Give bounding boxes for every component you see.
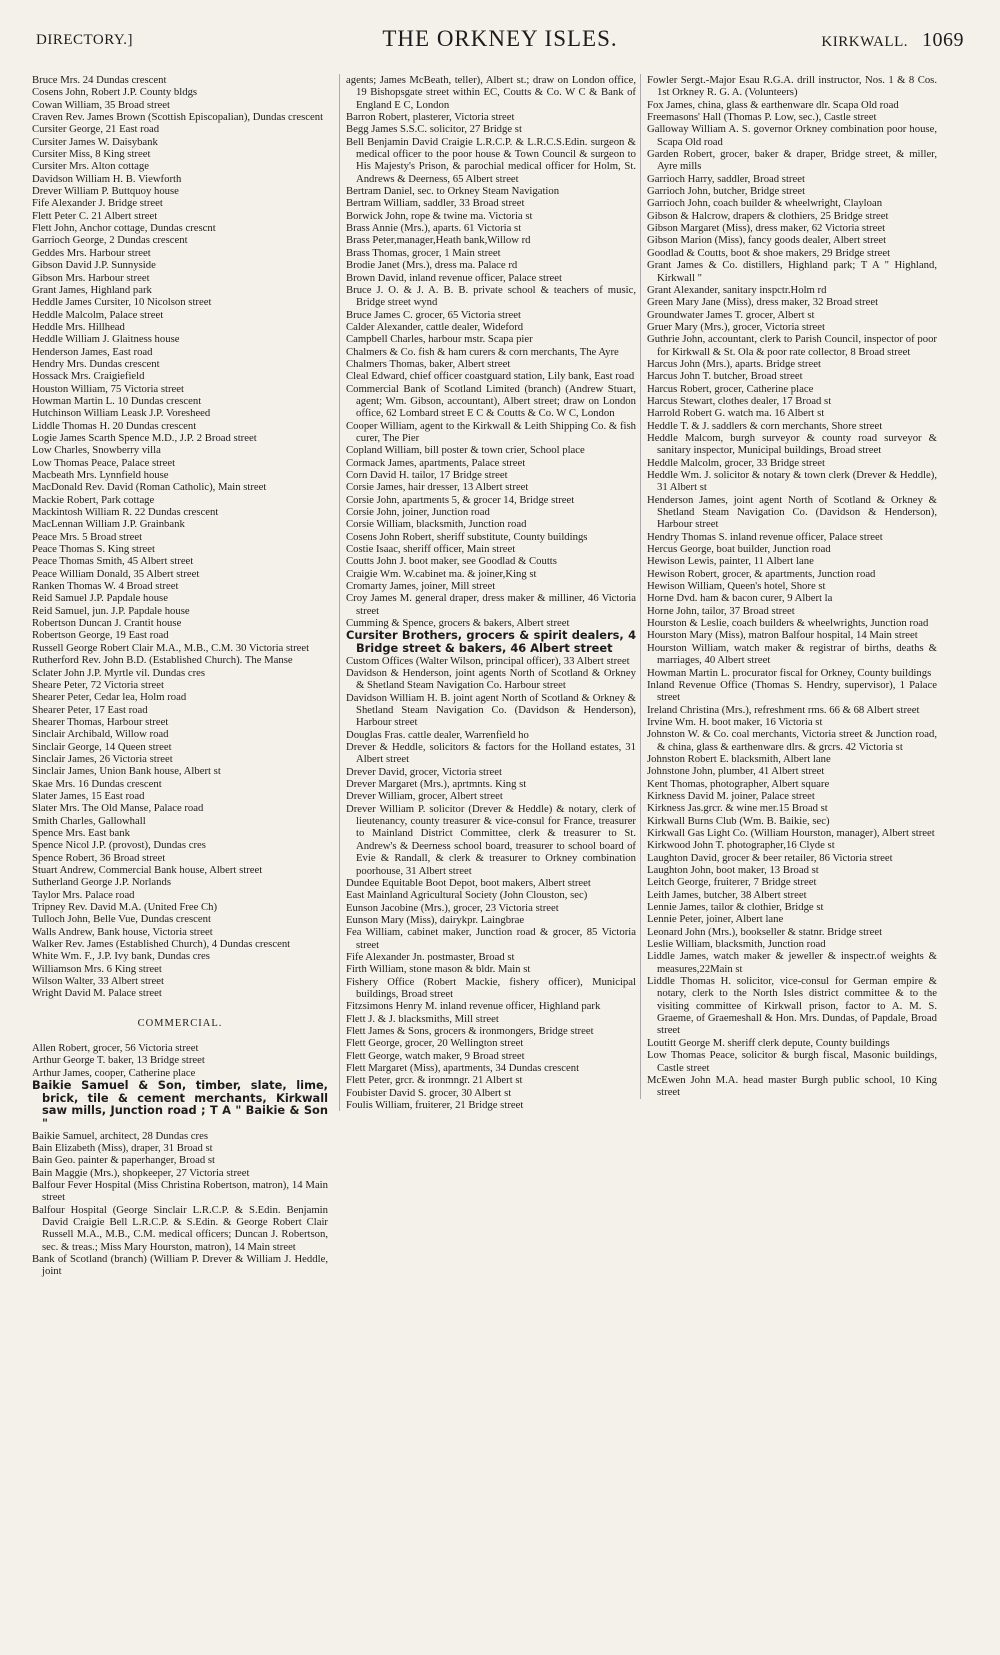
directory-entry: Arthur George T. baker, 13 Bridge street xyxy=(32,1054,205,1067)
directory-entry: Hewison Robert, grocer, & apartments, Junction road xyxy=(647,567,876,580)
directory-entry: Slater Mrs. The Old Manse, Palace road xyxy=(32,802,204,815)
directory-entry: Cooper William, agent to the Kirkwall & Leith Shipping Co. & fish curer, The Pier xyxy=(346,419,636,444)
directory-entry: Peace William Donald, 35 Albert street xyxy=(32,567,200,580)
directory-entry: Tulloch John, Belle Vue, Dundas crescent xyxy=(32,913,211,926)
directory-entry: Spence Nicol J.P. (provost), Dundas cres xyxy=(32,839,206,852)
directory-entry: Leslie William, blacksmith, Junction road xyxy=(647,938,826,951)
directory-entry: Peace Thomas Smith, 45 Albert street xyxy=(32,555,194,568)
directory-entry: Drever William P. solicitor (Drever & Heddle) & notary, clerk of lieutenancy, county treasurer & vice-consul for France, treasurer to Mainland District Committee, clerk & treasurer to St. Andrew's & Deerness school board, treasurer to school board of Evie & Randall, & clerk & treasurer to Orkney combination poorhouse, 31 Albert street xyxy=(346,802,636,877)
directory-entry: Rutherford Rev. John B.D. (Established Church). The Manse xyxy=(32,654,293,667)
directory-entry: Davidson & Henderson, joint agents North of Scotland & Orkney & Shetland Steam Navigation Co. Harbour street xyxy=(346,667,636,692)
directory-entry: Shearer Thomas, Harbour street xyxy=(32,715,169,728)
directory-entry: Croy James M. general draper, dress maker & milliner, 46 Victoria street xyxy=(346,592,636,617)
directory-entry: Bruce Mrs. 24 Dundas crescent xyxy=(32,74,167,86)
directory-entry: Heddle T. & J. saddlers & corn merchants, Shore street xyxy=(647,419,883,432)
directory-entry: Hourston & Leslie, coach builders & wheelwrights, Junction road xyxy=(647,617,929,630)
directory-entry: Howman Martin L. procurator fiscal for Orkney, County buildings xyxy=(647,666,932,679)
directory-entry: Wright David M. Palace street xyxy=(32,987,162,1000)
directory-entry: Smith Charles, Gallowhall xyxy=(32,814,146,827)
directory-entry: Horne Dvd. ham & bacon curer, 9 Albert la xyxy=(647,592,833,605)
directory-entry: Flett George, grocer, 20 Wellington street xyxy=(346,1037,524,1050)
directory-entry: Spence Mrs. East bank xyxy=(32,826,130,839)
directory-entry: Craven Rev. James Brown (Scottish Episcopalian), Dundas crescent xyxy=(32,111,324,124)
directory-entry: Gibson Margaret (Miss), dress maker, 62 Victoria street xyxy=(647,222,886,235)
directory-entry: Sinclair Archibald, Willow road xyxy=(32,728,169,741)
directory-entry: Fea William, cabinet maker, Junction road & grocer, 85 Victoria street xyxy=(346,926,636,951)
directory-entry: Tripney Rev. David M.A. (United Free Ch) xyxy=(32,901,218,914)
directory-entry: Reid Samuel, jun. J.P. Papdale house xyxy=(32,604,190,617)
directory-entry: Leith James, butcher, 38 Albert street xyxy=(647,888,807,901)
directory-entry: Leonard John (Mrs.), bookseller & statnr. Bridge street xyxy=(647,925,883,938)
directory-entry: Mackintosh William R. 22 Dundas crescent xyxy=(32,506,219,519)
directory-entry: Ranken Thomas W. 4 Broad street xyxy=(32,580,179,593)
directory-entry: Grant James, Highland park xyxy=(32,283,152,296)
header-title: THE ORKNEY ISLES. xyxy=(382,26,618,51)
directory-entry: Kirkwall Burns Club (Wm. B. Baikie, sec) xyxy=(647,814,830,827)
directory-entry: Drever Margaret (Mrs.), aprtmnts. King st xyxy=(346,778,527,791)
directory-entry: Flett Margaret (Miss), apartments, 34 Dundas crescent xyxy=(346,1062,580,1074)
directory-entry: Shearer Peter, Cedar lea, Holm road xyxy=(32,691,187,704)
page-header xyxy=(36,26,964,58)
directory-entry: Cursiter George, 21 East road xyxy=(32,123,160,136)
directory-entry: Robertson George, 19 East road xyxy=(32,629,169,642)
directory-entry: Sheare Peter, 72 Victoria street xyxy=(32,678,164,691)
directory-entry: Garrioch John, butcher, Bridge street xyxy=(647,185,806,198)
directory-entry: Taylor Mrs. Palace road xyxy=(32,888,135,901)
directory-entry: Heddle Mrs. Hillhead xyxy=(32,320,125,333)
directory-entry: Spence Robert, 36 Broad street xyxy=(32,851,166,864)
directory-entry: Sinclair George, 14 Queen street xyxy=(32,740,172,753)
directory-entry: Cumming & Spence, grocers & bakers, Albert street xyxy=(346,617,570,630)
directory-entry: Grant Alexander, sanitary inspctr.Holm rd xyxy=(647,283,827,296)
directory-entry: Macbeath Mrs. Lynnfield house xyxy=(32,469,169,481)
directory-entry: Flett James & Sons, grocers & ironmongers, Bridge street xyxy=(346,1024,594,1037)
directory-entry: Gibson Marion (Miss), fancy goods dealer, Albert street xyxy=(647,234,887,247)
directory-entry: Commercial Bank of Scotland Limited (branch) (Andrew Stuart, agent; Wm. Gibson, accountant), Albert street; draw on London office, 62 Lombard street E C & Coutts & Co. W C, London xyxy=(346,382,636,420)
directory-entry: Heddle Malcolm, Palace street xyxy=(32,308,164,321)
directory-entry: Harcus John (Mrs.), aparts. Bridge street xyxy=(647,357,821,370)
directory-entry: Copland William, bill poster & town crier, School place xyxy=(346,444,585,457)
directory-entry: Harrold Robert G. watch ma. 16 Albert st xyxy=(647,407,825,420)
directory-entry: Cowan William, 35 Broad street xyxy=(32,98,170,111)
directory-entry: Davidson William H. B. Viewforth xyxy=(32,172,182,185)
header-town: KIRKWALL. xyxy=(821,34,908,50)
directory-entry: Flett Peter C. 21 Albert street xyxy=(32,209,158,222)
directory-entry: Groundwater James T. grocer, Albert st xyxy=(647,308,815,321)
directory-entry: Cleal Edward, chief officer coastguard station, Lily bank, East road xyxy=(346,370,635,383)
directory-entry: Fowler Sergt.-Major Esau R.G.A. drill instructor, Nos. 1 & 8 Cos. 1st Orkney R. G. A. (Volunteers) xyxy=(647,74,937,99)
directory-entry: Hewison William, Queen's hotel, Shore st xyxy=(647,580,826,593)
directory-entry: Robertson Duncan J. Crantit house xyxy=(32,617,182,630)
directory-entry: Grant James & Co. distillers, Highland park; T A " Highland, Kirkwall " xyxy=(647,259,937,284)
directory-entry: Balfour Hospital (George Sinclair L.R.C.P. & S.Edin. Benjamin David Craigie Bell L.R.C.P. & S.Edin. & George Robert Clair Russell M.A., M.B., C.M. medical officers; Duncan J. Robertson, sec. & treas.; Miss Mary Hourston, matron), 14 Main street xyxy=(32,1203,328,1253)
directory-entry: Howman Martin L. 10 Dundas crescent xyxy=(32,394,202,407)
directory-entry: Hendry Mrs. Dundas crescent xyxy=(32,357,160,370)
directory-entry: Kirkwall Gas Light Co. (William Hourston, manager), Albert street xyxy=(647,826,935,839)
directory-entry: Leitch George, fruiterer, 7 Bridge street xyxy=(647,876,817,889)
directory-entry: Craigie Wm. W.cabinet ma. & joiner,King st xyxy=(346,567,537,580)
directory-entry: Johnston W. & Co. coal merchants, Victoria street & Junction road, & china, glass & earthenware dlrs. & grcrs. 42 Victoria st xyxy=(647,728,937,753)
directory-entry: Johnston Robert E. blacksmith, Albert lane xyxy=(647,752,831,765)
directory-entry: Brass Annie (Mrs.), aparts. 61 Victoria st xyxy=(346,222,522,235)
directory-entry: Stuart Andrew, Commercial Bank house, Albert street xyxy=(32,864,263,876)
column-3 xyxy=(640,74,937,1099)
directory-entry: Flett J. & J. blacksmiths, Mill street xyxy=(346,1012,499,1025)
directory-entry: Douglas Fras. cattle dealer, Warrenfield ho xyxy=(346,728,529,741)
directory-entry: Gibson Mrs. Harbour street xyxy=(32,271,150,284)
directory-entry: Cromarty James, joiner, Mill street xyxy=(346,580,496,593)
directory-entry: Bain Maggie (Mrs.), shopkeeper, 27 Victoria street xyxy=(32,1166,250,1179)
directory-entry: McEwen John M.A. head master Burgh public school, 10 King street xyxy=(647,1073,937,1099)
directory-entry: Goodlad & Coutts, boot & shoe makers, 29 Bridge street xyxy=(647,246,891,259)
directory-entry: Hercus George, boat builder, Junction road xyxy=(647,543,831,556)
column-1 xyxy=(32,74,328,1278)
directory-entry: Harcus John T. butcher, Broad street xyxy=(647,370,803,383)
directory-entry: Sclater John J.P. Myrtle vil. Dundas cres xyxy=(32,666,206,679)
directory-entry: Johnstone John, plumber, 41 Albert street xyxy=(647,765,825,778)
directory-entry: Loutitt George M. sheriff clerk depute, County buildings xyxy=(647,1036,890,1049)
directory-entry: Lennie James, tailor & clothier, Bridge st xyxy=(647,901,824,914)
directory-entry: East Mainland Agricultural Society (John Clouston, sec) xyxy=(346,889,588,902)
directory-entry: Dundee Equitable Boot Depot, boot makers, Albert street xyxy=(346,876,591,889)
directory-entry: Barron Robert, plasterer, Victoria street xyxy=(346,111,515,124)
directory-entry: Bertram Daniel, sec. to Orkney Steam Navigation xyxy=(346,185,560,198)
header-place xyxy=(821,29,964,52)
directory-entry: Laughton John, boot maker, 13 Broad st xyxy=(647,864,819,876)
directory-entry: Brodie Janet (Mrs.), dress ma. Palace rd xyxy=(346,259,518,272)
directory-entry: Brass Peter,manager,Heath bank,Willow rd xyxy=(346,234,531,247)
directory-entry: Brass Thomas, grocer, 1 Main street xyxy=(346,246,501,259)
directory-entry: MacDonald Rev. David (Roman Catholic), Main street xyxy=(32,481,267,494)
directory-entry: Liddle Thomas H. 20 Dundas crescent xyxy=(32,419,197,432)
directory-entry: Calder Alexander, cattle dealer, Wideford xyxy=(346,320,524,333)
directory-entry: Horne John, tailor, 37 Broad street xyxy=(647,604,795,617)
directory-entry: Cursiter Mrs. Alton cottage xyxy=(32,160,149,173)
directory-entry: Galloway William A. S. governor Orkney combination poor house, Scapa Old road xyxy=(647,123,937,148)
directory-entry: Walker Rev. James (Established Church), 4 Dundas crescent xyxy=(32,938,291,951)
directory-entry: Heddle Malcom, burgh surveyor & county road surveyor & sanitary inspector, Municipal buildings, Broad street xyxy=(647,431,937,457)
directory-entry: Hourston Mary (Miss), matron Balfour hospital, 14 Main street xyxy=(647,629,918,642)
directory-entry: Geddes Mrs. Harbour street xyxy=(32,246,151,259)
directory-entry: Fishery Office (Robert Mackie, fishery officer), Municipal buildings, Broad street xyxy=(346,975,636,1000)
directory-entry: Corsie James, hair dresser, 13 Albert street xyxy=(346,481,529,494)
directory-entry: Arthur James, cooper, Catherine place xyxy=(32,1066,196,1079)
directory-entry: Sutherland George J.P. Norlands xyxy=(32,876,172,889)
directory-entry: Chalmers & Co. fish & ham curers & corn merchants, The Ayre xyxy=(346,345,619,358)
directory-entry: Henderson James, joint agent North of Scotland & Orkney & Shetland Steam Navigation Co. (Davidson & Henderson), Harbour street xyxy=(647,493,937,531)
directory-entry-advert: Baikie Samuel & Son, timber, slate, lime, brick, tile & cement merchants, Kirkwall saw mills, Junction road ; T A " Baikie & Son " xyxy=(32,1078,328,1130)
header-directory: DIRECTORY.] xyxy=(36,32,134,48)
directory-entry: Laughton David, grocer & beer retailer, 86 Victoria street xyxy=(647,851,893,864)
directory-entry: Heddle Wm. J. solicitor & notary & town clerk (Drever & Heddle), 31 Albert st xyxy=(647,469,937,494)
directory-entry: Cursiter James W. Daisybank xyxy=(32,135,158,148)
directory-entry: Guthrie John, accountant, clerk to Parish Council, inspector of poor for Kirkwall & St. Ola & poor rate collector, 8 Broad street xyxy=(647,333,937,358)
directory-entry: White Wm. F., J.P. Ivy bank, Dundas cres xyxy=(32,950,210,963)
directory-entry: Green Mary Jane (Miss), dress maker, 32 Broad street xyxy=(647,296,879,309)
directory-entry: Davidson William H. B. joint agent North of Scotland & Orkney & Shetland Steam Navigation Co. (Davidson & Henderson), Harbour street xyxy=(346,691,636,729)
directory-entry: Eunson Jacobine (Mrs.), grocer, 23 Victoria street xyxy=(346,901,559,914)
directory-entry: Bain Geo. painter & paperhanger, Broad st xyxy=(32,1154,215,1167)
directory-entry: Inland Revenue Office (Thomas S. Hendry, supervisor), 1 Palace street xyxy=(647,678,937,704)
directory-entry: Firth William, stone mason & bldr. Main st xyxy=(346,963,531,976)
directory-entry: Slater James, 15 East road xyxy=(32,789,145,802)
directory-entry: Corsie John, joiner, Junction road xyxy=(346,506,490,519)
directory-entry: Drever William, grocer, Albert street xyxy=(346,790,503,803)
directory-entry: Heddle James Cursiter, 10 Nicolson street xyxy=(32,296,212,309)
directory-entry: Ireland Christina (Mrs.), refreshment rms. 66 & 68 Albert street xyxy=(647,703,920,716)
directory-entry-advert: Cursiter Brothers, grocers & spirit dealers, 4 Bridge street & bakers, 46 Albert street xyxy=(346,628,636,656)
directory-entry: Reid Samuel J.P. Papdale house xyxy=(32,592,168,605)
directory-entry: Baikie Samuel, architect, 28 Dundas cres xyxy=(32,1129,208,1142)
directory-entry: Gibson & Halcrow, drapers & clothiers, 25 Bridge street xyxy=(647,209,889,222)
directory-entry: Harcus Stewart, clothes dealer, 17 Broad st xyxy=(647,394,832,407)
directory-entry: Cursiter Miss, 8 King street xyxy=(32,148,151,161)
directory-entry: Drever William P. Buttquoy house xyxy=(32,185,179,198)
directory-entry: Eunson Mary (Miss), dairykpr. Laingbrae xyxy=(346,913,525,926)
directory-entry: MacLennan William J.P. Grainbank xyxy=(32,518,185,531)
directory-entry: Liddle Thomas H. solicitor, vice-consul for German empire & notary, clerk to the North Isles district committee & to the visiting committee of Kirkwall prison, factor to A. M. S. Graeme, of Graemeshall & Hon. Mrs. Dundas, of Papdale, Broad street xyxy=(647,975,937,1037)
directory-entry: Garrioch Harry, saddler, Broad street xyxy=(647,172,805,185)
directory-entry: Skae Mrs. 16 Dundas crescent xyxy=(32,777,162,790)
directory-entry: Balfour Fever Hospital (Miss Christina Robertson, matron), 14 Main street xyxy=(32,1178,328,1204)
section-title: COMMERCIAL. xyxy=(137,1017,223,1029)
directory-entry: Sinclair James, Union Bank house, Albert st xyxy=(32,765,221,778)
directory-entry: Harcus Robert, grocer, Catherine place xyxy=(647,382,814,395)
directory-entry: Chalmers Thomas, baker, Albert street xyxy=(346,357,511,370)
directory-entry: Russell George Robert Clair M.A., M.B., C.M. 30 Victoria street xyxy=(32,641,310,654)
directory-entry: Logie James Scarth Spence M.D., J.P. 2 Broad street xyxy=(32,431,257,444)
directory-entry: Corsie John, apartments 5, & grocer 14, Bridge street xyxy=(346,493,575,506)
directory-entry: Fife Alexander J. Bridge street xyxy=(32,197,163,210)
directory-entry: Fitzsimons Henry M. inland revenue officer, Highland park xyxy=(346,1000,601,1013)
directory-entry: Flett Peter, grcr. & ironmngr. 21 Albert st xyxy=(346,1074,523,1087)
directory-entry: Brown David, inland revenue officer, Palace street xyxy=(346,271,563,284)
directory-entry: Peace Mrs. 5 Broad street xyxy=(32,530,143,543)
directory-entry: Drever David, grocer, Victoria street xyxy=(346,765,503,778)
directory-entry: Shearer Peter, 17 East road xyxy=(32,703,148,716)
directory-entry: Cosens John Robert, sheriff substitute, County buildings xyxy=(346,530,588,543)
directory-entry: Cosens John, Robert J.P. County bldgs xyxy=(32,86,198,99)
directory-entry: Gruer Mary (Mrs.), grocer, Victoria street xyxy=(647,320,825,333)
directory-entry: Borwick John, rope & twine ma. Victoria st xyxy=(346,209,533,222)
directory-entry: Bruce James C. grocer, 65 Victoria street xyxy=(346,308,522,321)
directory-entry: Low Charles, Snowberry villa xyxy=(32,444,161,457)
directory-entry: Corn David H. tailor, 17 Bridge street xyxy=(346,469,508,481)
directory-entry: Kent Thomas, photographer, Albert square xyxy=(647,777,830,790)
directory-entry: Garrioch George, 2 Dundas crescent xyxy=(32,234,188,247)
directory-entry: Liddle James, watch maker & jeweller & inspectr.of weights & measures,22Main st xyxy=(647,950,937,975)
directory-entry: Bain Elizabeth (Miss), draper, 31 Broad st xyxy=(32,1141,213,1154)
directory-entry: Corsie William, blacksmith, Junction road xyxy=(346,518,527,531)
directory-entry: Hewison Lewis, painter, 11 Albert lane xyxy=(647,555,814,568)
directory-entry: Peace Thomas S. King street xyxy=(32,543,155,556)
directory-entry: Begg James S.S.C. solicitor, 27 Bridge st xyxy=(346,123,522,136)
page-number: 1069 xyxy=(922,29,964,51)
directory-entry: Irvine Wm. H. boot maker, 16 Victoria st xyxy=(647,715,823,728)
directory-entry: Williamson Mrs. 6 King street xyxy=(32,962,162,975)
directory-entry: agents; James McBeath, teller), Albert st.; draw on London office, 19 Bishopsgate street within EC, Coutts & Co. W C & Bank of England E C, London xyxy=(346,74,636,111)
directory-entry: Foulis William, fruiterer, 21 Bridge street xyxy=(346,1099,524,1112)
directory-entry: Sinclair James, 26 Victoria street xyxy=(32,752,173,765)
directory-entry: Bell Benjamin David Craigie L.R.C.P. & L.R.C.S.Edin. surgeon & medical officer to the poor house & Town Council & surgeon to His Majesty's Prison, & parochial medical officer for Holm, St. Andrews & Deerness, 65 Albert street xyxy=(346,135,636,185)
directory-entry: Campbell Charles, harbour mstr. Scapa pier xyxy=(346,333,533,346)
directory-entry: Wilson Walter, 33 Albert street xyxy=(32,975,164,988)
directory-entry: Kirkwood John T. photographer,16 Clyde st xyxy=(647,839,835,852)
directory-entry: Gibson David J.P. Sunnyside xyxy=(32,259,156,272)
directory-entry: Kirkness David M. joiner, Palace street xyxy=(647,789,815,802)
directory-entry: Cormack James, apartments, Palace street xyxy=(346,456,526,469)
directory-entry: Low Thomas Peace, solicitor & burgh fiscal, Masonic buildings, Castle street xyxy=(647,1049,937,1074)
directory-entry: Walls Andrew, Bank house, Victoria street xyxy=(32,925,213,938)
directory-entry: Lennie Peter, joiner, Albert lane xyxy=(647,913,784,926)
directory-entry: Coutts John J. boot maker, see Goodlad & Coutts xyxy=(346,555,557,568)
directory-entry: Hutchinson William Leask J.P. Voresheed xyxy=(32,407,211,420)
directory-entry: Allen Robert, grocer, 56 Victoria street xyxy=(32,1042,199,1055)
directory-entry: Drever & Heddle, solicitors & factors for the Holland estates, 31 Albert street xyxy=(346,741,636,766)
directory-entry: Hourston William, watch maker & registrar of births, deaths & marriages, 40 Albert street xyxy=(647,641,937,667)
directory-entry: Costie Isaac, sheriff officer, Main street xyxy=(346,543,516,556)
directory-entry: Hendry Thomas S. inland revenue officer, Palace street xyxy=(647,530,883,543)
directory-entry: Garden Robert, grocer, baker & draper, Bridge street, & miller, Ayre mills xyxy=(647,148,937,173)
directory-entry: Flett John, Anchor cottage, Dundas crescnt xyxy=(32,222,216,235)
directory-entry: Fox James, china, glass & earthenware dlr. Scapa Old road xyxy=(647,98,899,111)
directory-entry: Heddle Malcolm, grocer, 33 Bridge street xyxy=(647,456,825,469)
directory-entry: Mackie Robert, Park cottage xyxy=(32,493,155,506)
directory-entry: Hossack Mrs. Craigiefield xyxy=(32,370,145,383)
directory-entry: Garrioch John, coach builder & wheelwright, Clayloan xyxy=(647,197,883,210)
directory-entry: Freemasons' Hall (Thomas P. Low, sec.), Castle street xyxy=(647,111,877,124)
directory-entry: Bruce J. O. & J. A. B. B. private school & teachers of music, Bridge street wynd xyxy=(346,283,636,309)
directory-entry: Low Thomas Peace, Palace street xyxy=(32,456,176,469)
column-2 xyxy=(339,74,636,1111)
directory-entry: Fife Alexander Jn. postmaster, Broad st xyxy=(346,950,515,963)
directory-entry: Henderson James, East road xyxy=(32,345,153,358)
directory-entry: Bertram William, saddler, 33 Broad street xyxy=(346,197,525,210)
directory-entry: Houston William, 75 Victoria street xyxy=(32,382,184,395)
directory-entry: Foubister David S. grocer, 30 Albert st xyxy=(346,1086,512,1099)
directory-entry: Bank of Scotland (branch) (William P. Drever & William J. Heddle, joint xyxy=(32,1252,328,1278)
directory-entry: Heddle William J. Glaitness house xyxy=(32,333,180,346)
directory-entry: Custom Offices (Walter Wilson, principal officer), 33 Albert street xyxy=(346,654,630,667)
directory-entry: Kirkness Jas.grcr. & wine mer.15 Broad st xyxy=(647,802,828,815)
directory-entry: Flett George, watch maker, 9 Broad street xyxy=(346,1049,525,1062)
